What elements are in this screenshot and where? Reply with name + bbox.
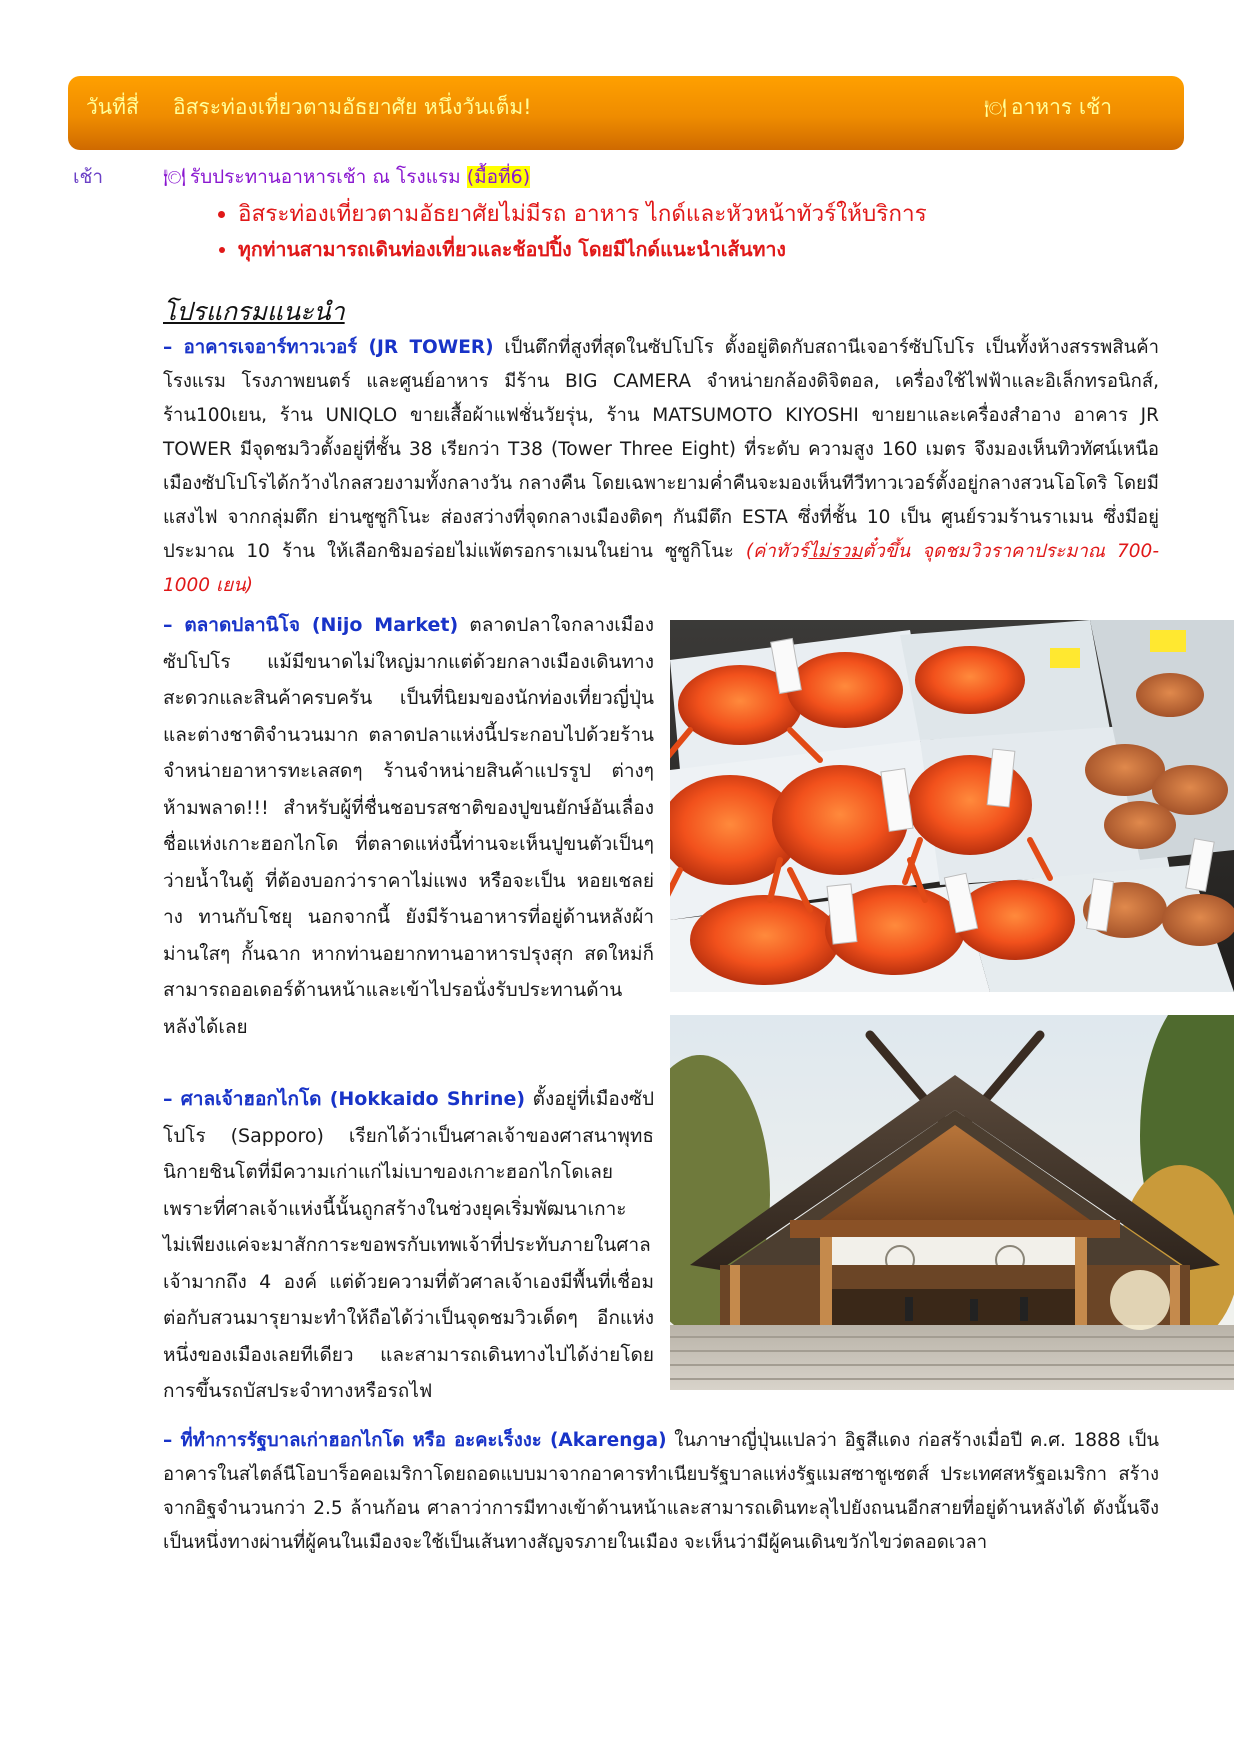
note-underlined: ไม่รวม [808, 541, 863, 562]
breakfast-time-label: เช้า [73, 166, 104, 188]
hokkaido-shrine-paragraph [163, 1081, 654, 1410]
nijo-market-paragraph [163, 607, 654, 1045]
meal-label: อาหาร เช้า [1010, 95, 1113, 119]
program-title: โปรแกรมแนะนำ [163, 297, 345, 326]
plate-icon: 🍽 [163, 167, 186, 188]
day-header-bar [68, 76, 1184, 150]
shrine-illustration [670, 1015, 1234, 1390]
hokkaido-shrine-body: ตั้งอยู่ที่เมืองซัปโปโร (Sapporo) เรียกได้ว่าเป็นศาลเจ้าของศาสนาพุทธนิกายชินโตที่มีความเก่าแก่ไม่เบาของเกาะฮอกไกโดเลย เพราะที่ศาลเจ้าแห่งนี้นั้นถูกสร้างในช่วงยุคเริ่มพัฒนาเกาะ ไม่เพียงแค่จะมาสักการะขอพรกับเทพเจ้าที่ประทับภายในศาลเจ้ามากถึง 4 องค์ แต่ด้วยความที่ตัวศาลเจ้าเองมีพื้นที่เชื่อมต่อกับสวนมารุยามะทำให้ถือได้ว่าเป็นจุดชมวิวเด็ดๆ อีกแห่งหนึ่งของเมืองเลยทีเดียว และสามารถเดินทางไปได้ง่ายโดยการขึ้นรถบัสประจำทางหรือรถไฟ [163, 1088, 655, 1402]
breakfast-line [163, 162, 530, 192]
crab-market-illustration [670, 620, 1234, 992]
akarenga-heading: – ที่ทำการรัฐบาลเก่าฮอกไกโด หรือ อะคะเร็งงะ (Akarenga) [163, 1430, 667, 1451]
meal-indicator [984, 91, 1112, 124]
note-part: (ค่าทัวร์ [745, 541, 809, 562]
list-item: • อิสระท่องเที่ยวตามอัธยาศัยไม่มีรถ อาหาร ไกด์และหัวหน้าทัวร์ให้บริการ [238, 196, 927, 232]
crab-market-photo [670, 620, 1234, 992]
note-part: ตั๋วขึ้น จุดชมวิวราคาประมาณ 700-1000 เยน) [163, 541, 1160, 596]
hokkaido-shrine-photo [670, 1015, 1234, 1390]
akarenga-body: ในภาษาญี่ปุ่นแปลว่า อิฐสีแดง ก่อสร้างเมื่อปี ค.ศ. 1888 เป็นอาคารในสไตล์นีโอบาร็อคอเมริกาโดยถอดแบบมาจากอาคารทำเนียบรัฐบาลแห่งรัฐแมสซาชูเซตส์ ประเทศสหรัฐอเมริกา สร้างจากอิฐจำนวนกว่า 2.5 ล้านก้อน ศาลาว่าการมีทางเข้าด้านหน้าและสามารถเดินทะลุไปยังถนนอีกสายที่อยู่ด้านหลังได้ ดังนั้นจึงเป็นหนึ่งทางผ่านที่ผู้คนในเมืองจะใช้เป็นเส้นทางสัญจรภายในเมือง จะเห็นว่ามีผู้คนเดินขวักไขว่ตลอดเวลา [163, 1430, 1159, 1553]
breakfast-text: รับประทานอาหารเช้า ณ โรงแรม [189, 166, 461, 188]
jr-tower-body: เป็นตึกที่สูงที่สุดในซัปโปโร ตั้งอยู่ติดกับสถานีเจอาร์ซัปโปโร เป็นทั้งห้างสรรพสินค้า โรงแรม โรงภาพยนตร์ และศูนย์อาหาร มีร้าน BIG CAMERA จำหน่ายกล้องดิจิตอล, เครื่องใช้ไฟฟ้าและอิเล็กทรอนิกส์, ร้าน100เยน, ร้าน UNIQLO ขายเสื้อผ้าแฟชั่นวัยรุ่น, ร้าน MATSUMOTO KIYOSHI ขายยาและเครื่องสำอาง อาคาร JR TOWER มีจุดชมวิวตั้งอยู่ที่ชั้น 38 เรียกว่า T38 (Tower Three Eight) ที่ระดับ ความสูง 160 เมตร จึงมองเห็นทิวทัศน์เหนือเมืองซัปโปโรได้กว้างไกลสวยงามทั้งกลางวัน กลางคืน โดยเฉพาะยามค่ำคืนจะมองเห็นทีวีทาวเวอร์ตั้งอยู่กลางสวนโอโดริ โดยมีแสงไฟ จากกลุ่มตึก ย่านซูซูกิโนะ ส่องสว่างที่จุดกลางเมืองติดๆ กันมีตึก ESTA ซึ่งที่ชั้น 10 เป็น ศูนย์รวมร้านราเมน ซึ่งมีอยู่ประมาณ 10 ร้าน ให้เลือกชิมอร่อยไม่แพ้ตรอกราเมนในย่าน ซูซูกิโนะ [163, 337, 1159, 562]
nijo-market-body: ตลาดปลาใจกลางเมืองซัปโปโร แม้มีขนาดไม่ใหญ่มากแต่ด้วยกลางเมืองเดินทางสะดวกและสินค้าครบครัน เป็นที่นิยมของนักท่องเที่ยวญี่ปุ่นและต่างชาติจำนวนมาก ตลาดปลาแห่งนี้ประกอบไปด้วยร้านจำหน่ายอาหารทะเลสดๆ ร้านจำหน่ายสินค้าแปรรูป ต่างๆ ห้ามพลาด!!! สำหรับผู้ที่ชื่นชอบรสชาติของปูขนยักษ์อันเลื่องชื่อแห่งเกาะฮอกไกโด ที่ตลาดแห่งนี้ท่านจะเห็นปูขนตัวเป็นๆ ว่ายน้ำในตู้ ที่ต้องบอกว่าราคาไม่แพง หรือจะเป็น หอยเชลย่าง ทานกับโชยุ นอกจากนี้ ยังมีร้านอาหารที่อยู่ด้านหลังผ้าม่านใสๆ กั้นฉาก หากท่านอยากทานอาหารปรุงสุก สดใหม่ก็สามารถออเดอร์ด้านหน้าและเข้าไปรอนั่งรับประทานด้านหลังได้เลย [163, 614, 654, 1038]
notes-list [200, 196, 927, 268]
day-title: อิสระท่องเที่ยวตามอัธยาศัย หนึ่งวันเต็ม! [173, 95, 532, 119]
hokkaido-shrine-heading: – ศาลเจ้าฮอกไกโด (Hokkaido Shrine) [163, 1088, 526, 1110]
plate-icon: 🍽 [984, 98, 1007, 119]
meal-number-badge: (มื้อที่6) [466, 166, 531, 188]
jr-tower-paragraph [163, 331, 1159, 603]
jr-tower-heading: – อาคารเจอาร์ทาวเวอร์ (JR TOWER) [163, 337, 494, 358]
akarenga-paragraph [163, 1424, 1159, 1560]
nijo-market-heading: – ตลาดปลานิโจ (Nijo Market) [163, 614, 459, 636]
list-item: • ทุกท่านสามารถเดินท่องเที่ยวและช้อปปิ้ง โดยมีไกด์แนะนำเส้นทาง [238, 232, 927, 268]
day-label: วันที่สี่ [86, 95, 139, 119]
